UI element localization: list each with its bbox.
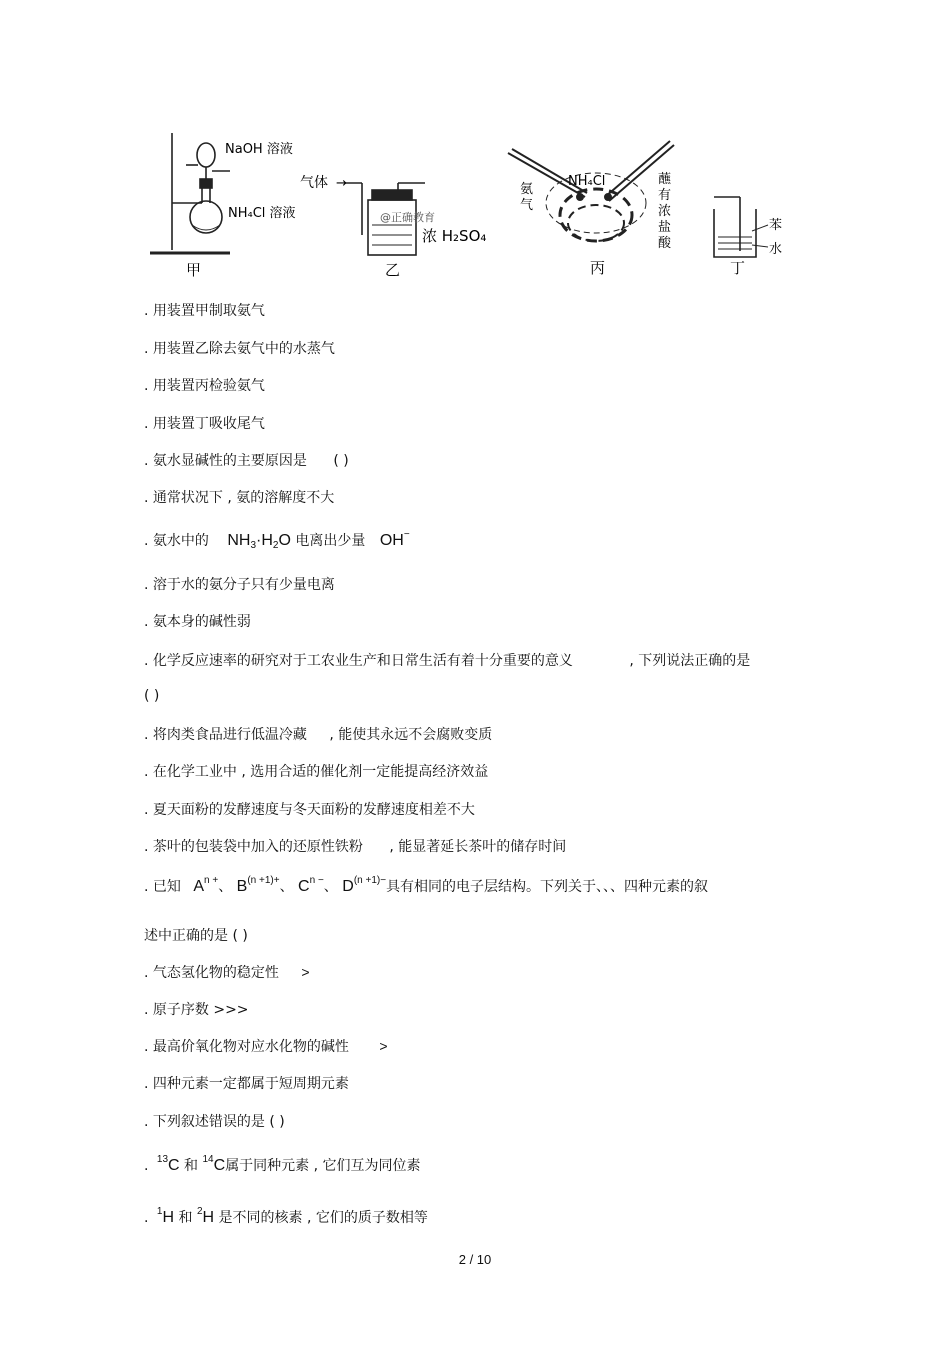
label-hcl-4: 盐 — [658, 220, 672, 235]
option-line — [144, 836, 566, 856]
option-text: . 将肉类食品进行低温冷藏 — [144, 727, 307, 743]
question-text: 具有相同的电子层结构。下列关于、、、四种元素的叙 — [386, 879, 709, 895]
option-line: . 在化学工业中 , 选用合适的催化剂一定能提高经济效益 — [144, 764, 489, 780]
label-benzene: 苯 — [769, 218, 783, 233]
label-hcl-1: 蘸 — [658, 172, 672, 187]
ion-charge: (n +1)− — [353, 875, 387, 886]
option-line — [144, 1207, 428, 1227]
option-line: . 氨本身的碱性弱 — [144, 614, 251, 630]
label-bing: 丙 — [590, 259, 606, 277]
option-line — [144, 1155, 421, 1175]
ion-symbol: C — [298, 878, 310, 895]
comparison: > — [379, 1038, 388, 1054]
label-hcl-5: 酸 — [658, 236, 672, 251]
apparatus-ding — [714, 197, 768, 257]
question-line — [144, 450, 349, 470]
comparison: > — [301, 964, 310, 980]
isotope-c13 — [156, 1154, 180, 1174]
option-dot: . — [144, 1210, 149, 1226]
option-text: . 最高价氧化物对应水化物的碱性 — [144, 1039, 349, 1055]
label-jia: 甲 — [186, 261, 202, 279]
formula-part: ·H — [256, 532, 273, 549]
isotope-c14 — [202, 1154, 226, 1174]
label-nh4cl-solution: NH₄Cl 溶液 — [228, 206, 296, 221]
ion-charge: n + — [204, 875, 219, 886]
formula-oh — [379, 529, 410, 549]
formula-nh3-h2o — [227, 532, 291, 549]
option-text: , 能显著延长茶叶的储存时间 — [389, 839, 567, 855]
element-symbol: H — [162, 1209, 175, 1226]
answer-bracket: ( ) — [144, 688, 160, 704]
option-line: . 夏天面粉的发酵速度与冬天面粉的发酵速度相差不大 — [144, 802, 475, 818]
option-line: . 用装置丙检验氨气 — [144, 378, 265, 394]
isotope-h2 — [196, 1206, 215, 1226]
page-number: 2 / 10 — [458, 1252, 492, 1267]
option-text: . 气态氢化物的稳定性 — [144, 965, 279, 981]
apparatus-figure — [140, 125, 800, 285]
label-ammonia-1: 氨 — [520, 182, 534, 197]
label-ding: 丁 — [730, 259, 746, 277]
isotope-h1 — [156, 1206, 175, 1226]
label-conc-h2so4: 浓 H₂SO₄ — [422, 227, 487, 245]
question-line — [144, 650, 750, 670]
formula-superscript: − — [403, 529, 410, 540]
element-symbol: C — [168, 1157, 180, 1174]
ion-c — [298, 875, 324, 895]
ion-symbol: D — [342, 878, 354, 895]
label-yi: 乙 — [385, 261, 401, 279]
ion-b — [236, 875, 280, 895]
mass-number: 14 — [202, 1154, 214, 1165]
ion-a — [193, 875, 219, 895]
question-text: . 氨水显碱性的主要原因是 — [144, 453, 307, 469]
option-line — [144, 530, 410, 550]
option-line: . 四种元素一定都属于短周期元素 — [144, 1076, 349, 1092]
option-line: . 溶于水的氨分子只有少量电离 — [144, 577, 335, 593]
option-text: , 能使其永远不会腐败变质 — [329, 727, 493, 743]
label-hcl-2: 有 — [658, 188, 672, 203]
mass-number: 13 — [156, 1154, 169, 1165]
ion-d — [342, 875, 387, 895]
option-text: . 茶叶的包装袋中加入的还原性铁粉 — [144, 839, 363, 855]
apparatus-jia — [150, 133, 230, 253]
formula-part: OH — [379, 532, 404, 549]
element-symbol: C — [213, 1157, 226, 1174]
answer-bracket: ( ) — [333, 453, 349, 469]
question-line: 述中正确的是 ( ) — [144, 928, 248, 944]
question-text: , 下列说法正确的是 — [629, 653, 751, 669]
conjunction: 和 — [184, 1158, 199, 1174]
element-symbol: H — [202, 1209, 215, 1226]
ion-charge: n − — [309, 875, 324, 886]
option-text: 是不同的核素 , 它们的质子数相等 — [218, 1210, 428, 1226]
option-line — [144, 724, 492, 744]
separator: 、 — [218, 879, 233, 895]
label-ammonia-2: 气 — [520, 198, 534, 213]
gas-arrow: → — [336, 176, 347, 191]
ion-charge: (n +1)+ — [247, 875, 280, 886]
label-gas: 气体 — [300, 175, 328, 191]
formula-part: O — [278, 532, 291, 549]
question-text: . 已知 — [144, 879, 181, 895]
option-line: . 原子序数 >>> — [144, 1002, 249, 1018]
option-line: . 用装置甲制取氨气 — [144, 303, 265, 319]
question-line: . 下列叙述错误的是 ( ) — [144, 1114, 285, 1130]
label-naoh: NaOH 溶液 — [225, 142, 293, 157]
separator: 、 — [279, 879, 294, 895]
label-hcl-3: 浓 — [658, 204, 672, 219]
label-bing-nh4cl: NH₄Cl — [568, 174, 606, 189]
option-line — [144, 1036, 388, 1056]
watermark: @正确教育 — [380, 211, 435, 224]
ion-symbol: B — [236, 878, 248, 895]
formula-subscript: 3 — [250, 540, 257, 551]
option-dot: . — [144, 1158, 149, 1174]
question-line — [144, 876, 708, 896]
option-text: 电离出少量 — [295, 533, 366, 549]
option-line — [144, 962, 310, 982]
separator: 、 — [323, 879, 338, 895]
conjunction: 和 — [178, 1210, 193, 1226]
mass-number: 1 — [156, 1206, 163, 1217]
option-text: . 氨水中的 — [144, 533, 209, 549]
ion-symbol: A — [193, 878, 205, 895]
option-line: . 通常状况下 , 氨的溶解度不大 — [144, 490, 335, 506]
formula-subscript: 2 — [272, 540, 279, 551]
option-text: 属于同种元素 , 它们互为同位素 — [225, 1158, 421, 1174]
option-line: . 用装置丁吸收尾气 — [144, 416, 265, 432]
question-text: . 化学反应速率的研究对于工农业生产和日常生活有着十分重要的意义 — [144, 653, 573, 669]
mass-number: 2 — [196, 1206, 203, 1217]
formula-part: NH — [227, 532, 251, 549]
label-water: 水 — [769, 242, 783, 257]
option-line: . 用装置乙除去氨气中的水蒸气 — [144, 341, 335, 357]
